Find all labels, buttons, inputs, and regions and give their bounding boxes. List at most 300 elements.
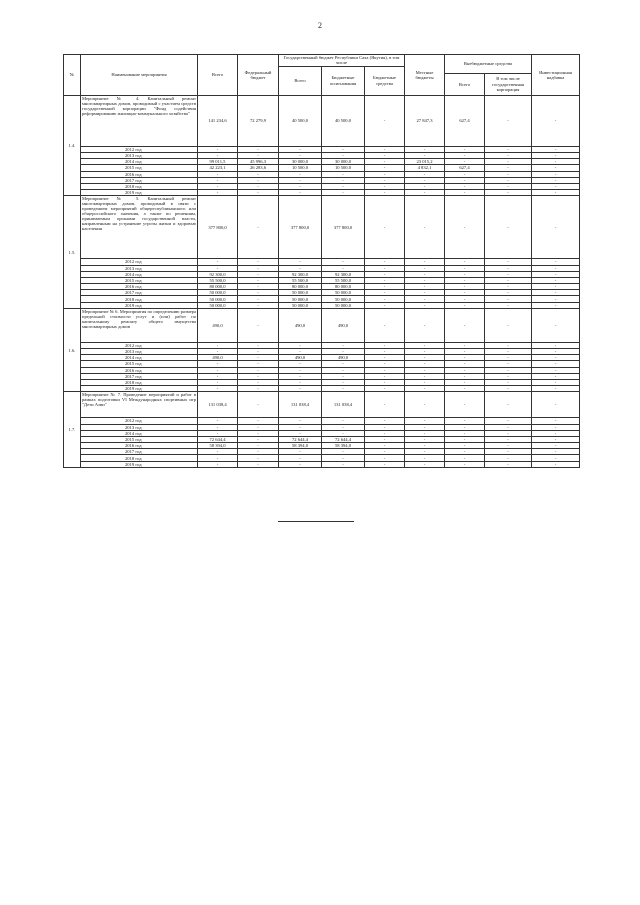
- year-value-cell: -: [532, 165, 580, 171]
- summary-cell: -: [365, 392, 405, 418]
- year-value-cell: -: [238, 449, 279, 455]
- year-value-cell: -: [322, 386, 365, 392]
- year-value-cell: -: [445, 190, 485, 196]
- year-value-cell: -: [279, 430, 322, 436]
- year-value-cell: 58 394,0: [322, 443, 365, 449]
- year-value-cell: -: [485, 443, 532, 449]
- year-value-cell: -: [532, 349, 580, 355]
- year-value-cell: -: [405, 265, 445, 271]
- year-value-cell: -: [445, 386, 485, 392]
- year-value-cell: 23 015,2: [405, 159, 445, 165]
- year-value-cell: -: [485, 355, 532, 361]
- year-value-cell: -: [445, 379, 485, 385]
- year-value-cell: -: [532, 296, 580, 302]
- section-summary-row: [64, 392, 580, 418]
- year-value-cell: -: [279, 146, 322, 152]
- year-value-cell: -: [445, 159, 485, 165]
- year-value-cell: -: [405, 461, 445, 467]
- year-value-cell: -: [485, 183, 532, 189]
- section-summary-row: [64, 95, 580, 146]
- year-value-cell: -: [445, 171, 485, 177]
- year-value-cell: -: [532, 436, 580, 442]
- year-value-cell: -: [238, 379, 279, 385]
- year-value-cell: 55 500,0: [322, 277, 365, 283]
- year-value-cell: -: [405, 455, 445, 461]
- year-value-cell: -: [365, 177, 405, 183]
- summary-cell: 72 279,9: [238, 95, 279, 146]
- year-label: 2016 год: [81, 367, 198, 373]
- year-value-cell: -: [532, 290, 580, 296]
- year-value-cell: 490,0: [322, 355, 365, 361]
- year-value-cell: 55 500,0: [198, 277, 238, 283]
- year-value-cell: -: [322, 171, 365, 177]
- summary-cell: 131 038,4: [279, 392, 322, 418]
- year-value-cell: -: [279, 461, 322, 467]
- year-value-cell: -: [532, 443, 580, 449]
- year-value-cell: -: [365, 171, 405, 177]
- year-value-cell: -: [279, 259, 322, 265]
- year-value-cell: -: [445, 302, 485, 308]
- year-value-cell: -: [405, 171, 445, 177]
- year-value-cell: -: [405, 430, 445, 436]
- year-value-cell: -: [485, 455, 532, 461]
- year-value-cell: -: [198, 171, 238, 177]
- year-value-cell: 26 283,6: [238, 165, 279, 171]
- summary-cell: -: [445, 308, 485, 342]
- summary-cell: -: [485, 308, 532, 342]
- year-value-cell: -: [405, 386, 445, 392]
- year-value-cell: -: [445, 424, 485, 430]
- year-value-cell: -: [238, 284, 279, 290]
- year-value-cell: -: [485, 302, 532, 308]
- year-value-cell: 50 000,0: [198, 290, 238, 296]
- year-value-cell: -: [198, 146, 238, 152]
- year-value-cell: -: [279, 367, 322, 373]
- year-value-cell: -: [279, 424, 322, 430]
- year-value-cell: -: [198, 361, 238, 367]
- year-value-cell: -: [485, 290, 532, 296]
- year-value-cell: 80 000,0: [279, 284, 322, 290]
- summary-cell: 377 800,0: [322, 196, 365, 259]
- year-label: 2012 год: [81, 418, 198, 424]
- year-value-cell: -: [365, 296, 405, 302]
- year-value-cell: 50 000,0: [198, 302, 238, 308]
- year-value-cell: -: [198, 153, 238, 159]
- year-value-cell: -: [405, 349, 445, 355]
- year-value-cell: -: [445, 361, 485, 367]
- year-value-cell: 4 832,1: [405, 165, 445, 171]
- year-value-cell: -: [365, 265, 405, 271]
- year-value-cell: -: [365, 430, 405, 436]
- summary-cell: -: [532, 308, 580, 342]
- year-value-cell: -: [322, 379, 365, 385]
- year-value-cell: -: [365, 302, 405, 308]
- header-extra-total: Всего: [445, 73, 485, 95]
- year-value-cell: -: [532, 449, 580, 455]
- year-value-cell: -: [485, 436, 532, 442]
- year-value-cell: -: [405, 177, 445, 183]
- year-value-cell: -: [238, 461, 279, 467]
- summary-cell: -: [238, 392, 279, 418]
- year-value-cell: -: [238, 146, 279, 152]
- summary-cell: 627,4: [445, 95, 485, 146]
- year-value-cell: -: [445, 290, 485, 296]
- year-value-cell: -: [532, 379, 580, 385]
- year-value-cell: -: [485, 153, 532, 159]
- year-value-cell: -: [198, 349, 238, 355]
- year-label: 2016 год: [81, 284, 198, 290]
- year-value-cell: 72 644,4: [198, 436, 238, 442]
- year-value-cell: -: [365, 259, 405, 265]
- year-value-cell: -: [445, 177, 485, 183]
- year-value-cell: -: [198, 379, 238, 385]
- year-value-cell: -: [445, 455, 485, 461]
- year-value-cell: -: [238, 386, 279, 392]
- year-value-cell: -: [485, 165, 532, 171]
- year-value-cell: -: [532, 461, 580, 467]
- year-value-cell: -: [445, 418, 485, 424]
- year-value-cell: -: [532, 177, 580, 183]
- year-label: 2015 год: [81, 361, 198, 367]
- year-value-cell: -: [445, 367, 485, 373]
- year-value-cell: -: [365, 461, 405, 467]
- summary-cell: -: [485, 95, 532, 146]
- year-value-cell: -: [532, 455, 580, 461]
- year-label: 2018 год: [81, 455, 198, 461]
- year-value-cell: -: [365, 379, 405, 385]
- year-value-cell: -: [445, 430, 485, 436]
- year-value-cell: -: [238, 443, 279, 449]
- year-label: 2016 год: [81, 171, 198, 177]
- year-value-cell: -: [198, 342, 238, 348]
- summary-cell: 131 038,4: [198, 392, 238, 418]
- year-value-cell: -: [365, 190, 405, 196]
- section-number: 1.6.: [64, 308, 81, 392]
- year-row: [64, 461, 580, 467]
- year-value-cell: -: [238, 259, 279, 265]
- summary-cell: -: [238, 308, 279, 342]
- year-value-cell: -: [198, 183, 238, 189]
- year-value-cell: -: [365, 159, 405, 165]
- year-value-cell: -: [532, 171, 580, 177]
- section-title: Мероприятие № 5. Капитальный ремонт многоквартирных домов, проводимый в связи с проведением мероприятий общереспубликанского или общероссийского значения, а также по решениям, принимаемым органами государственной власти, направленным на устранение угрозы жизни и здоровью населения: [81, 196, 198, 259]
- header-total: Всего: [198, 55, 238, 96]
- year-value-cell: -: [405, 342, 445, 348]
- year-value-cell: -: [485, 349, 532, 355]
- year-value-cell: -: [532, 373, 580, 379]
- year-value-cell: -: [445, 277, 485, 283]
- year-value-cell: -: [238, 171, 279, 177]
- summary-cell: -: [405, 196, 445, 259]
- year-value-cell: 50 000,0: [322, 290, 365, 296]
- header-investment: Инвестиционная надбавка: [532, 55, 580, 96]
- summary-cell: 490,0: [198, 308, 238, 342]
- year-value-cell: -: [532, 284, 580, 290]
- year-value-cell: -: [365, 373, 405, 379]
- year-label: 2012 год: [81, 342, 198, 348]
- year-value-cell: -: [485, 386, 532, 392]
- year-value-cell: -: [445, 271, 485, 277]
- year-value-cell: -: [405, 277, 445, 283]
- year-value-cell: 99 011,5: [198, 159, 238, 165]
- year-value-cell: -: [238, 455, 279, 461]
- summary-cell: 490,0: [322, 308, 365, 342]
- year-value-cell: -: [238, 342, 279, 348]
- year-value-cell: -: [445, 296, 485, 302]
- year-label: 2017 год: [81, 177, 198, 183]
- year-label: 2018 год: [81, 296, 198, 302]
- year-value-cell: -: [485, 146, 532, 152]
- year-value-cell: -: [279, 153, 322, 159]
- year-label: 2014 год: [81, 159, 198, 165]
- year-value-cell: 50 000,0: [279, 296, 322, 302]
- year-value-cell: -: [279, 171, 322, 177]
- year-value-cell: -: [322, 190, 365, 196]
- section-title: Мероприятие № 4. Капитальный ремонт многоквартирных домов, проводимый с участием средств государственной корпорации "Фонд содействия реформированию жилищно-коммунального хозяйства": [81, 95, 198, 146]
- year-value-cell: -: [445, 461, 485, 467]
- summary-cell: 27 847,3: [405, 95, 445, 146]
- year-value-cell: -: [445, 342, 485, 348]
- year-label: 2019 год: [81, 461, 198, 467]
- year-value-cell: 50 000,0: [279, 302, 322, 308]
- year-value-cell: -: [532, 355, 580, 361]
- year-value-cell: -: [322, 183, 365, 189]
- year-value-cell: -: [279, 265, 322, 271]
- year-value-cell: -: [445, 449, 485, 455]
- year-value-cell: -: [485, 361, 532, 367]
- year-value-cell: -: [279, 455, 322, 461]
- year-value-cell: -: [532, 302, 580, 308]
- year-label: 2012 год: [81, 146, 198, 152]
- summary-cell: -: [445, 392, 485, 418]
- year-label: 2012 год: [81, 259, 198, 265]
- year-value-cell: -: [279, 349, 322, 355]
- year-value-cell: -: [238, 265, 279, 271]
- year-value-cell: -: [485, 271, 532, 277]
- year-value-cell: -: [485, 367, 532, 373]
- year-value-cell: -: [532, 342, 580, 348]
- year-value-cell: -: [532, 386, 580, 392]
- year-value-cell: -: [322, 146, 365, 152]
- summary-cell: 377 800,0: [279, 196, 322, 259]
- year-value-cell: -: [445, 436, 485, 442]
- year-value-cell: -: [485, 159, 532, 165]
- year-value-cell: 50 000,0: [322, 302, 365, 308]
- year-value-cell: -: [532, 277, 580, 283]
- year-label: 2018 год: [81, 379, 198, 385]
- page-number: 2: [318, 21, 322, 30]
- year-value-cell: -: [445, 443, 485, 449]
- year-value-cell: -: [238, 349, 279, 355]
- year-value-cell: -: [532, 146, 580, 152]
- year-value-cell: -: [198, 449, 238, 455]
- year-value-cell: 10 500,0: [322, 165, 365, 171]
- year-value-cell: -: [405, 379, 445, 385]
- year-value-cell: -: [532, 159, 580, 165]
- year-value-cell: 10 500,0: [279, 165, 322, 171]
- year-value-cell: -: [238, 277, 279, 283]
- year-value-cell: 30 000,0: [322, 159, 365, 165]
- year-value-cell: 30 000,0: [279, 159, 322, 165]
- year-value-cell: -: [485, 284, 532, 290]
- year-value-cell: -: [532, 424, 580, 430]
- year-value-cell: 72 644,4: [279, 436, 322, 442]
- year-value-cell: -: [198, 373, 238, 379]
- year-value-cell: 42 223,1: [198, 165, 238, 171]
- year-value-cell: -: [485, 190, 532, 196]
- summary-cell: 131 038,4: [322, 392, 365, 418]
- year-value-cell: -: [365, 342, 405, 348]
- year-value-cell: -: [485, 424, 532, 430]
- year-value-cell: -: [238, 177, 279, 183]
- section-title: Мероприятие № 7. Проведение мероприятий и работ в рамках подготовки VI Международных спортивных игр "Дети Азии": [81, 392, 198, 418]
- year-value-cell: -: [279, 386, 322, 392]
- year-value-cell: -: [365, 418, 405, 424]
- year-value-cell: -: [238, 190, 279, 196]
- section-number: 1.7.: [64, 392, 81, 468]
- year-value-cell: -: [322, 342, 365, 348]
- year-value-cell: 92 300,0: [322, 271, 365, 277]
- year-value-cell: 55 500,0: [279, 277, 322, 283]
- year-value-cell: -: [485, 449, 532, 455]
- summary-cell: -: [365, 308, 405, 342]
- year-value-cell: -: [445, 265, 485, 271]
- year-value-cell: -: [238, 183, 279, 189]
- year-value-cell: -: [279, 361, 322, 367]
- year-value-cell: -: [238, 290, 279, 296]
- year-value-cell: -: [238, 373, 279, 379]
- year-value-cell: -: [365, 349, 405, 355]
- summary-cell: -: [365, 95, 405, 146]
- year-value-cell: -: [365, 153, 405, 159]
- year-value-cell: -: [279, 449, 322, 455]
- summary-cell: -: [532, 95, 580, 146]
- year-value-cell: -: [405, 418, 445, 424]
- program-funding-table: [63, 54, 580, 468]
- year-label: 2017 год: [81, 373, 198, 379]
- summary-cell: -: [405, 392, 445, 418]
- header-name: Наименование мероприятия: [81, 55, 198, 96]
- year-value-cell: -: [532, 259, 580, 265]
- year-value-cell: -: [405, 284, 445, 290]
- year-value-cell: -: [445, 259, 485, 265]
- year-value-cell: -: [532, 367, 580, 373]
- header-extra: Внебюджетные средства: [445, 55, 532, 74]
- year-value-cell: -: [485, 177, 532, 183]
- year-value-cell: -: [279, 418, 322, 424]
- year-label: 2014 год: [81, 430, 198, 436]
- bottom-divider: [278, 521, 354, 522]
- header-budget-investments: Бюджетные ассигнования: [322, 66, 365, 95]
- year-value-cell: -: [365, 449, 405, 455]
- year-value-cell: -: [365, 443, 405, 449]
- year-value-cell: -: [405, 373, 445, 379]
- summary-cell: -: [445, 196, 485, 259]
- year-value-cell: -: [198, 386, 238, 392]
- year-value-cell: 627,4: [445, 165, 485, 171]
- year-value-cell: 50 000,0: [322, 296, 365, 302]
- year-value-cell: -: [238, 296, 279, 302]
- year-value-cell: -: [485, 461, 532, 467]
- year-value-cell: -: [238, 153, 279, 159]
- year-value-cell: -: [322, 449, 365, 455]
- year-value-cell: 490,0: [279, 355, 322, 361]
- header-budget-funds: Бюджетные средства: [365, 66, 405, 95]
- header-state-total: Всего: [279, 66, 322, 95]
- summary-cell: 377 800,0: [198, 196, 238, 259]
- year-value-cell: 50 000,0: [279, 290, 322, 296]
- year-value-cell: -: [365, 424, 405, 430]
- year-value-cell: -: [322, 361, 365, 367]
- year-value-cell: -: [279, 177, 322, 183]
- year-value-cell: -: [405, 355, 445, 361]
- table-body: [64, 95, 580, 467]
- year-value-cell: -: [238, 430, 279, 436]
- year-value-cell: -: [405, 424, 445, 430]
- year-value-cell: -: [445, 373, 485, 379]
- year-value-cell: -: [532, 153, 580, 159]
- year-value-cell: -: [238, 302, 279, 308]
- year-value-cell: -: [405, 443, 445, 449]
- year-value-cell: -: [485, 379, 532, 385]
- year-value-cell: -: [198, 430, 238, 436]
- year-label: 2017 год: [81, 449, 198, 455]
- year-value-cell: -: [198, 461, 238, 467]
- year-value-cell: -: [365, 183, 405, 189]
- year-value-cell: -: [405, 361, 445, 367]
- header-state-budget: Государственный бюджет Республики Саха (Якутия), в том числе: [279, 55, 405, 67]
- year-value-cell: -: [322, 455, 365, 461]
- year-value-cell: -: [405, 296, 445, 302]
- year-value-cell: -: [279, 379, 322, 385]
- year-value-cell: -: [445, 153, 485, 159]
- year-value-cell: -: [485, 277, 532, 283]
- year-label: 2013 год: [81, 153, 198, 159]
- year-value-cell: 490,0: [198, 355, 238, 361]
- year-value-cell: -: [485, 259, 532, 265]
- year-label: 2019 год: [81, 302, 198, 308]
- year-value-cell: -: [405, 183, 445, 189]
- year-label: 2013 год: [81, 424, 198, 430]
- year-value-cell: -: [322, 265, 365, 271]
- year-label: 2013 год: [81, 265, 198, 271]
- year-value-cell: -: [198, 418, 238, 424]
- year-value-cell: -: [198, 455, 238, 461]
- year-value-cell: -: [322, 177, 365, 183]
- year-value-cell: -: [405, 153, 445, 159]
- year-value-cell: -: [532, 430, 580, 436]
- year-value-cell: -: [532, 190, 580, 196]
- year-label: 2018 год: [81, 183, 198, 189]
- year-label: 2015 год: [81, 436, 198, 442]
- year-value-cell: -: [198, 424, 238, 430]
- summary-cell: -: [238, 196, 279, 259]
- year-value-cell: -: [405, 302, 445, 308]
- year-value-cell: -: [365, 361, 405, 367]
- year-value-cell: -: [322, 259, 365, 265]
- year-value-cell: -: [365, 436, 405, 442]
- year-value-cell: -: [405, 190, 445, 196]
- summary-cell: -: [485, 392, 532, 418]
- year-value-cell: 50 000,0: [198, 296, 238, 302]
- year-label: 2015 год: [81, 165, 198, 171]
- header-local: Местные бюджеты: [405, 55, 445, 96]
- year-label: 2014 год: [81, 355, 198, 361]
- section-number: 1.5.: [64, 196, 81, 309]
- year-value-cell: -: [279, 373, 322, 379]
- year-value-cell: -: [405, 146, 445, 152]
- summary-cell: 141 234,6: [198, 95, 238, 146]
